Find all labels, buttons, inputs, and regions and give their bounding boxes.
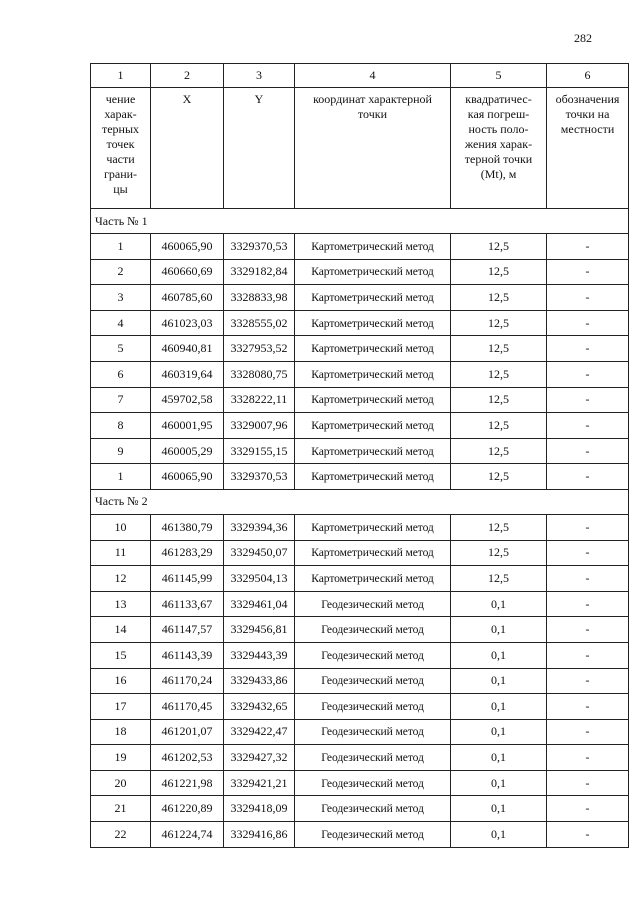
table-row [91,668,629,694]
boundary-points-table [90,63,629,848]
table-row [91,361,629,387]
error-value-cell: 12,5 [451,361,547,387]
error-value-cell: 12,5 [451,413,547,439]
y-coordinate-cell: 3328222,11 [224,387,295,413]
designation-cell: - [547,234,629,260]
page-number: 282 [574,31,592,45]
error-value-cell: 12,5 [451,336,547,362]
table-row [91,719,629,745]
method-cell: Картометрический метод [295,285,451,311]
point-number-cell: 3 [91,285,151,311]
column-number: 3 [224,64,295,88]
designation-cell: - [547,413,629,439]
table-row [91,259,629,285]
part-row [91,209,629,234]
designation-cell: - [547,694,629,720]
part-label: Часть № 2 [91,489,629,514]
column-number: 1 [91,64,151,88]
y-coordinate-cell: 3329182,84 [224,259,295,285]
y-coordinate-cell: 3329461,04 [224,591,295,617]
error-value-cell: 0,1 [451,617,547,643]
method-cell: Картометрический метод [295,336,451,362]
column-header-row [91,88,629,209]
x-coordinate-cell: 460785,60 [151,285,224,311]
point-number-cell: 8 [91,413,151,439]
table-row [91,387,629,413]
y-coordinate-cell: 3328833,98 [224,285,295,311]
error-value-cell: 0,1 [451,719,547,745]
error-value-cell: 0,1 [451,745,547,771]
error-value-cell: 12,5 [451,285,547,311]
column-number: 6 [547,64,629,88]
table-row [91,822,629,848]
error-value-cell: 0,1 [451,694,547,720]
x-coordinate-cell: 461201,07 [151,719,224,745]
point-number-cell: 4 [91,310,151,336]
designation-cell: - [547,310,629,336]
method-cell: Картометрический метод [295,464,451,490]
point-number-cell: 17 [91,694,151,720]
y-coordinate-cell: 3329422,47 [224,719,295,745]
point-number-cell: 15 [91,642,151,668]
y-coordinate-cell: 3328555,02 [224,310,295,336]
point-number-cell: 16 [91,668,151,694]
method-cell: Геодезический метод [295,617,451,643]
table-row [91,413,629,439]
y-coordinate-cell: 3329432,65 [224,694,295,720]
x-coordinate-cell: 461143,39 [151,642,224,668]
header-x: X [151,88,224,209]
table-row [91,745,629,771]
designation-cell: - [547,438,629,464]
method-cell: Геодезический метод [295,694,451,720]
error-value-cell: 0,1 [451,668,547,694]
designation-cell: - [547,464,629,490]
table-row [91,566,629,592]
method-cell: Картометрический метод [295,438,451,464]
point-number-cell: 20 [91,770,151,796]
designation-cell: - [547,259,629,285]
method-cell: Геодезический метод [295,822,451,848]
x-coordinate-cell: 461380,79 [151,514,224,540]
designation-cell: - [547,566,629,592]
method-cell: Геодезический метод [295,796,451,822]
method-cell: Картометрический метод [295,387,451,413]
x-coordinate-cell: 461224,74 [151,822,224,848]
table-row [91,336,629,362]
column-number: 5 [451,64,547,88]
y-coordinate-cell: 3328080,75 [224,361,295,387]
designation-cell: - [547,285,629,311]
x-coordinate-cell: 461170,24 [151,668,224,694]
header-error: квадратичес- кая погреш- ность поло- жения харак- терной точки (Mt), м [451,88,547,209]
designation-cell: - [547,591,629,617]
method-cell: Картометрический метод [295,259,451,285]
point-number-cell: 9 [91,438,151,464]
column-number-row [91,64,629,88]
designation-cell: - [547,719,629,745]
x-coordinate-cell: 461220,89 [151,796,224,822]
designation-cell: - [547,642,629,668]
y-coordinate-cell: 3329418,09 [224,796,295,822]
point-number-cell: 5 [91,336,151,362]
x-coordinate-cell: 461170,45 [151,694,224,720]
error-value-cell: 0,1 [451,591,547,617]
y-coordinate-cell: 3329370,53 [224,464,295,490]
point-number-cell: 10 [91,514,151,540]
designation-cell: - [547,540,629,566]
point-number-cell: 1 [91,464,151,490]
point-number-cell: 19 [91,745,151,771]
error-value-cell: 12,5 [451,464,547,490]
designation-cell: - [547,617,629,643]
error-value-cell: 0,1 [451,822,547,848]
method-cell: Картометрический метод [295,310,451,336]
point-number-cell: 14 [91,617,151,643]
y-coordinate-cell: 3329394,36 [224,514,295,540]
y-coordinate-cell: 3329456,81 [224,617,295,643]
y-coordinate-cell: 3329007,96 [224,413,295,439]
designation-cell: - [547,361,629,387]
table-row [91,591,629,617]
designation-cell: - [547,822,629,848]
y-coordinate-cell: 3329450,07 [224,540,295,566]
point-number-cell: 18 [91,719,151,745]
table-row [91,642,629,668]
method-cell: Картометрический метод [295,514,451,540]
point-number-cell: 6 [91,361,151,387]
method-cell: Геодезический метод [295,770,451,796]
method-cell: Геодезический метод [295,668,451,694]
designation-cell: - [547,796,629,822]
method-cell: Картометрический метод [295,413,451,439]
x-coordinate-cell: 460319,64 [151,361,224,387]
point-number-cell: 2 [91,259,151,285]
x-coordinate-cell: 459702,58 [151,387,224,413]
method-cell: Геодезический метод [295,591,451,617]
point-number-cell: 7 [91,387,151,413]
point-number-cell: 11 [91,540,151,566]
method-cell: Геодезический метод [295,745,451,771]
method-cell: Картометрический метод [295,566,451,592]
table-row [91,796,629,822]
error-value-cell: 0,1 [451,642,547,668]
column-number: 4 [295,64,451,88]
table-row [91,464,629,490]
error-value-cell: 12,5 [451,234,547,260]
table-body [91,64,629,848]
method-cell: Картометрический метод [295,234,451,260]
header-point-number: чение харак- терных точек части грани- цы [91,88,151,209]
y-coordinate-cell: 3329416,86 [224,822,295,848]
x-coordinate-cell: 461145,99 [151,566,224,592]
x-coordinate-cell: 460940,81 [151,336,224,362]
point-number-cell: 22 [91,822,151,848]
table-row [91,770,629,796]
x-coordinate-cell: 461023,03 [151,310,224,336]
error-value-cell: 12,5 [451,387,547,413]
designation-cell: - [547,514,629,540]
y-coordinate-cell: 3329155,15 [224,438,295,464]
point-number-cell: 21 [91,796,151,822]
method-cell: Геодезический метод [295,642,451,668]
table-row [91,694,629,720]
error-value-cell: 0,1 [451,796,547,822]
designation-cell: - [547,745,629,771]
method-cell: Геодезический метод [295,719,451,745]
error-value-cell: 12,5 [451,566,547,592]
designation-cell: - [547,668,629,694]
header-designation: обозначения точки на местности [547,88,629,209]
x-coordinate-cell: 460065,90 [151,464,224,490]
y-coordinate-cell: 3327953,52 [224,336,295,362]
designation-cell: - [547,387,629,413]
part-label: Часть № 1 [91,209,629,234]
point-number-cell: 13 [91,591,151,617]
table-row [91,234,629,260]
y-coordinate-cell: 3329433,86 [224,668,295,694]
table-row [91,540,629,566]
method-cell: Картометрический метод [295,361,451,387]
table-row [91,617,629,643]
part-row [91,489,629,514]
error-value-cell: 12,5 [451,259,547,285]
error-value-cell: 12,5 [451,540,547,566]
header-y: Y [224,88,295,209]
error-value-cell: 12,5 [451,438,547,464]
designation-cell: - [547,770,629,796]
column-number: 2 [151,64,224,88]
y-coordinate-cell: 3329370,53 [224,234,295,260]
error-value-cell: 0,1 [451,770,547,796]
table-row [91,310,629,336]
x-coordinate-cell: 461202,53 [151,745,224,771]
y-coordinate-cell: 3329427,32 [224,745,295,771]
method-cell: Картометрический метод [295,540,451,566]
x-coordinate-cell: 460001,95 [151,413,224,439]
x-coordinate-cell: 460065,90 [151,234,224,260]
y-coordinate-cell: 3329504,13 [224,566,295,592]
x-coordinate-cell: 461221,98 [151,770,224,796]
x-coordinate-cell: 461283,29 [151,540,224,566]
point-number-cell: 1 [91,234,151,260]
error-value-cell: 12,5 [451,514,547,540]
x-coordinate-cell: 461147,57 [151,617,224,643]
header-method: координат характерной точки [295,88,451,209]
point-number-cell: 12 [91,566,151,592]
y-coordinate-cell: 3329421,21 [224,770,295,796]
table-row [91,514,629,540]
table-row [91,285,629,311]
error-value-cell: 12,5 [451,310,547,336]
designation-cell: - [547,336,629,362]
x-coordinate-cell: 460005,29 [151,438,224,464]
table-row [91,438,629,464]
x-coordinate-cell: 460660,69 [151,259,224,285]
x-coordinate-cell: 461133,67 [151,591,224,617]
y-coordinate-cell: 3329443,39 [224,642,295,668]
